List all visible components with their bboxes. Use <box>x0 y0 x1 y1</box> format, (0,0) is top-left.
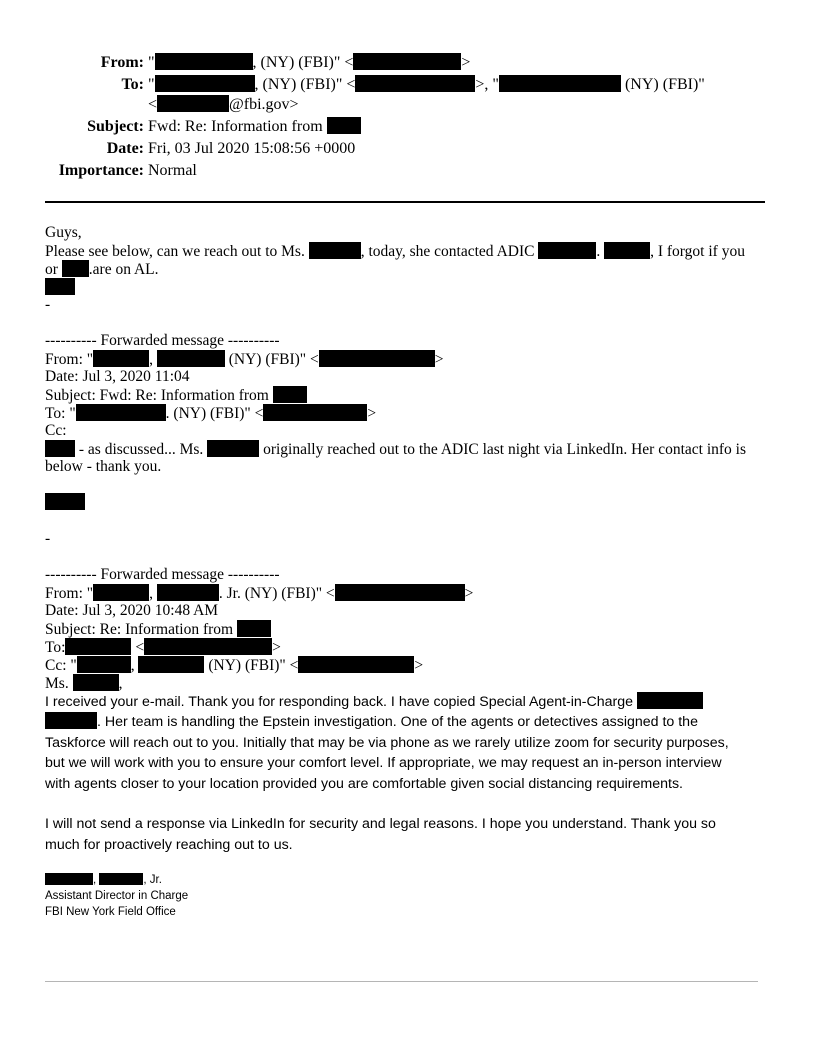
redaction-block <box>155 75 255 92</box>
redaction-block <box>327 117 361 134</box>
redaction-block <box>237 620 271 637</box>
redaction-block <box>157 350 225 367</box>
fwd2-cc: Cc: " , (NY) (FBI)" < > <box>45 657 424 674</box>
redaction-block <box>637 692 703 709</box>
header-date-label: Date: <box>106 140 144 157</box>
header-from-label: From: <box>100 54 144 71</box>
redaction-block <box>263 404 367 421</box>
fwd1-message-line-2: below - thank you. <box>45 458 162 475</box>
redaction-block <box>355 75 475 92</box>
redaction-block <box>207 440 259 457</box>
fwd1-banner: ---------- Forwarded message ---------- <box>45 332 280 349</box>
redaction-block <box>319 350 435 367</box>
redaction-block <box>93 350 149 367</box>
letter-p1-line-3: Taskforce will reach out to you. Initially that may be via phone as we rarely utilize zoom for security purposes, <box>45 735 729 751</box>
body-signoff <box>45 278 75 297</box>
fwd2-subject: Subject: Re: Information from <box>45 620 271 639</box>
fwd1-contact-info <box>45 493 85 512</box>
header-to-sep: >, " <box>475 76 499 93</box>
redaction-block <box>157 95 229 112</box>
signature-title: Assistant Director in Charge <box>45 890 189 902</box>
fwd1-message-line-1: - as discussed... Ms. originally reached out to the ADIC last night via LinkedIn. Her contact info is <box>45 440 746 459</box>
header-date-row <box>0 139 816 159</box>
letter-p1-line-2: . Her team is handling the Epstein investigation. One of the agents or detectives assigned to the <box>45 712 698 733</box>
header-to-org2: (NY) (FBI)" <box>624 76 705 93</box>
body-dash: - <box>45 296 51 313</box>
redaction-block <box>45 440 75 457</box>
fwd2-from: From: " , . Jr. (NY) (FBI)" < > <box>45 585 474 602</box>
fwd1-to: To: " . (NY) (FBI)" < > <box>45 405 377 422</box>
footer-divider <box>45 981 758 982</box>
signature-office: FBI New York Field Office <box>45 906 176 918</box>
header-to-row: To: " , (NY) (FBI)" < >, " (NY) (FBI)" <box>0 75 816 95</box>
redaction-block <box>499 75 621 92</box>
body-line-1: Please see below, can we reach out to Ms. , today, she contacted ADIC . , I forgot if you <box>45 243 745 260</box>
redaction-block <box>77 656 131 673</box>
header-importance-row <box>0 161 816 181</box>
header-to-domain: @fbi.gov> <box>229 96 299 113</box>
redaction-block <box>45 493 85 510</box>
fwd1-cc: Cc: <box>45 422 67 439</box>
redaction-block <box>353 53 461 70</box>
redaction-block <box>138 656 204 673</box>
redaction-block <box>335 584 465 601</box>
header-subject-label: Subject: <box>87 118 144 135</box>
letter-p1-line-5: with agents closer to your location provided you are comfortable given social distancing requirements. <box>45 776 683 792</box>
redaction-block <box>45 278 75 295</box>
fwd2-banner: ---------- Forwarded message ---------- <box>45 566 280 583</box>
redaction-block <box>144 638 272 655</box>
letter-p2-line-2: much for proactively reaching out to us. <box>45 837 293 853</box>
redaction-block <box>538 242 596 259</box>
body-greeting: Guys, <box>45 224 82 241</box>
fwd1-from: From: " , (NY) (FBI)" < > <box>45 351 444 368</box>
header-divider <box>45 201 765 203</box>
header-subject-value: Fwd: Re: Information from <box>148 118 323 135</box>
fwd1-dash: - <box>45 530 51 547</box>
header-from-org: (NY) (FBI)" < <box>260 54 354 71</box>
redaction-block <box>73 674 119 691</box>
header-to-org1: (NY) (FBI)" < <box>262 76 356 93</box>
fwd2-to: To: < > <box>45 639 281 656</box>
redaction-block <box>45 712 97 729</box>
redaction-block <box>76 404 166 421</box>
header-importance-value: Normal <box>148 162 197 179</box>
header-subject-row <box>0 117 816 137</box>
redaction-block <box>93 584 149 601</box>
redaction-block <box>309 242 361 259</box>
redaction-block <box>604 242 650 259</box>
header-to-label: To: <box>121 76 144 93</box>
redaction-block <box>62 260 89 277</box>
header-date-value: Fri, 03 Jul 2020 15:08:56 +0000 <box>148 140 356 157</box>
fwd1-date: Date: Jul 3, 2020 11:04 <box>45 368 190 385</box>
fwd2-date: Date: Jul 3, 2020 10:48 AM <box>45 602 219 619</box>
redaction-block <box>45 873 93 885</box>
redaction-block <box>155 53 253 70</box>
fwd1-subject: Subject: Fwd: Re: Information from <box>45 386 307 405</box>
body-line-2: or .are on AL. <box>45 261 159 278</box>
header-importance-label: Importance: <box>58 162 144 179</box>
redaction-block <box>273 386 307 403</box>
fwd2-greeting: Ms. , <box>45 675 123 692</box>
letter-p1-line-1: I received your e-mail. Thank you for responding back. I have copied Special Agent-in-Charge <box>45 692 703 713</box>
redaction-block <box>298 656 414 673</box>
header-from-row: From: " , (NY) (FBI)" < > <box>0 53 816 73</box>
redaction-block <box>99 873 143 885</box>
redaction-block <box>157 584 219 601</box>
signature-name: , , Jr. <box>45 872 162 888</box>
letter-p1-line-4: but we will work with you to ensure your comfort level. If appropriate, we may request an in-person interview <box>45 755 722 771</box>
header-to-continuation: < @fbi.gov> <box>148 96 299 113</box>
redaction-block <box>65 638 131 655</box>
letter-p2-line-1: I will not send a response via LinkedIn for security and legal reasons. I hope you understand. Thank you so <box>45 816 716 832</box>
